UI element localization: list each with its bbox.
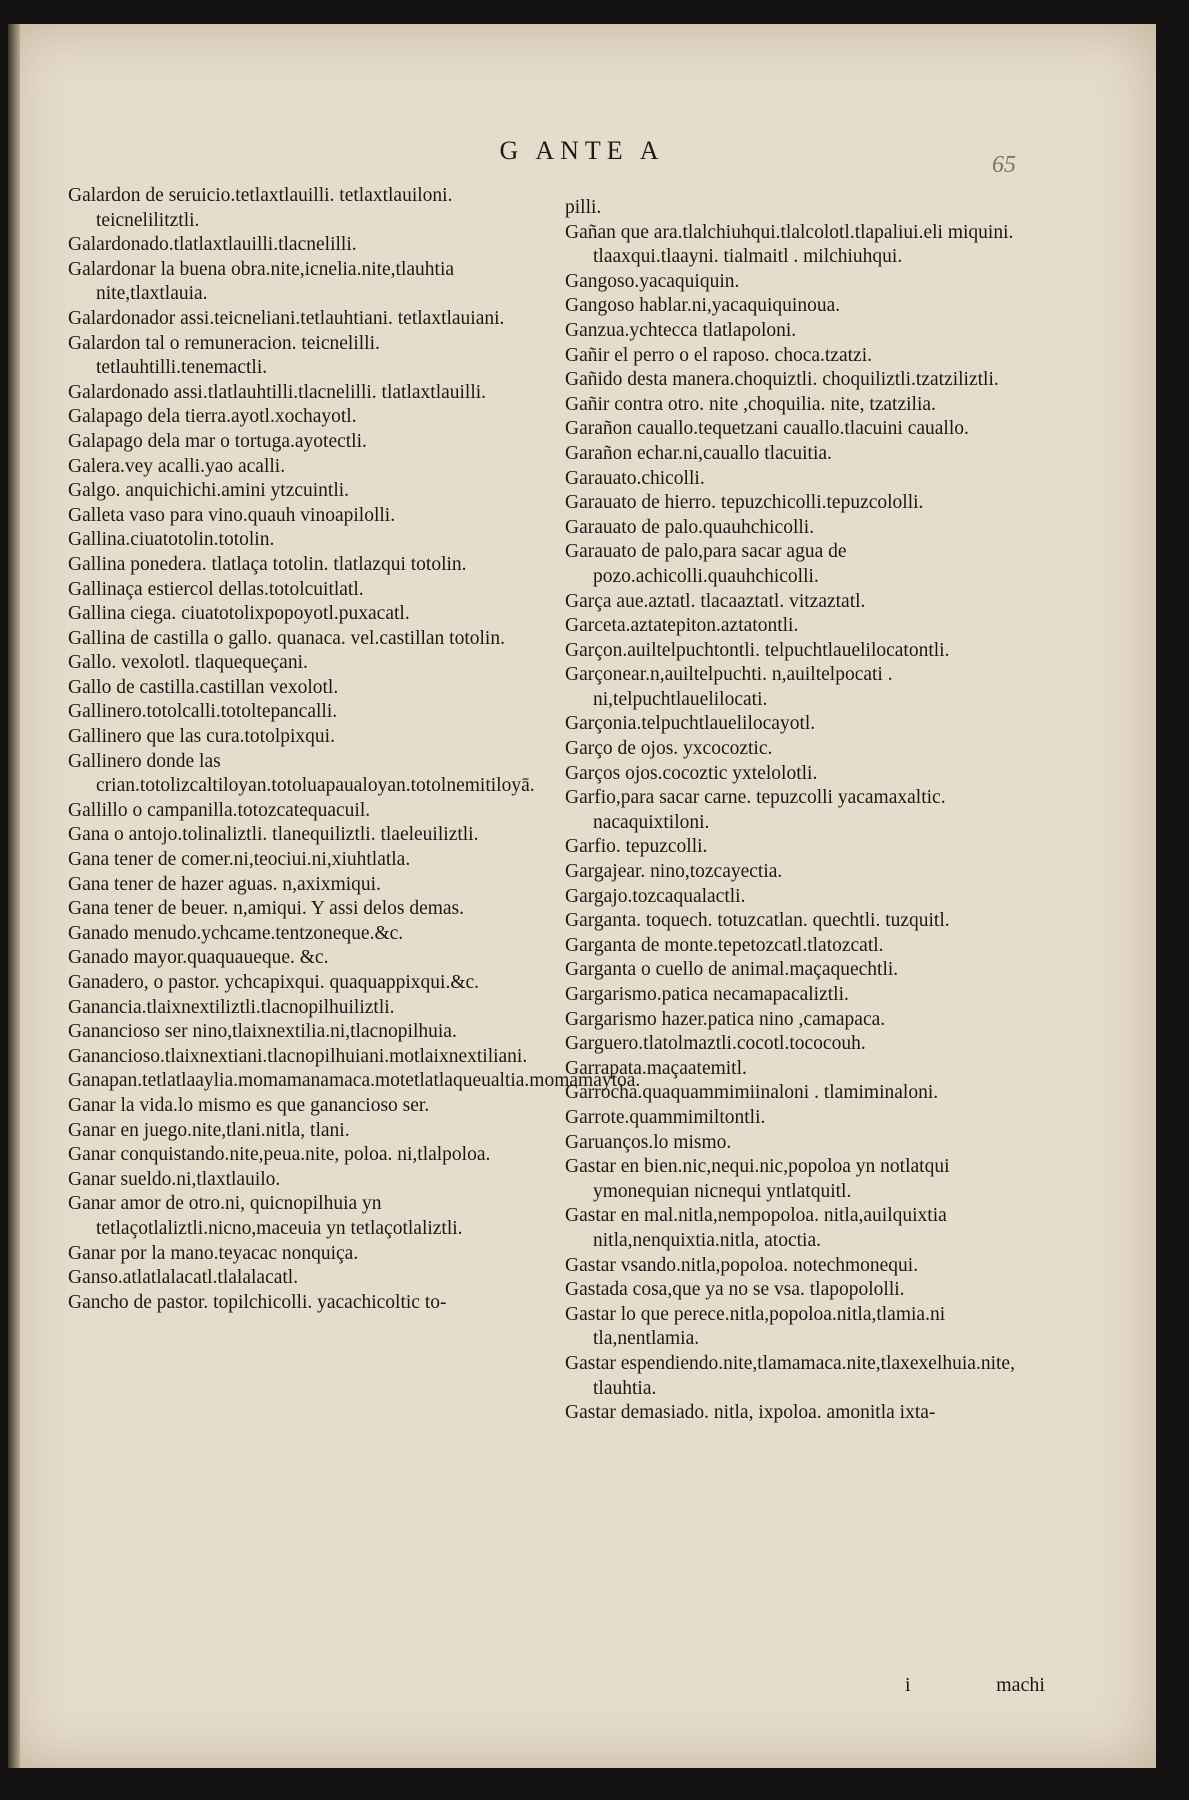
dictionary-entry: Gastar lo que perece.nitla,popoloa.nitla,tlamia.ni tla,nentlamia. xyxy=(565,1303,946,1350)
dictionary-entry: Ganancia.tlaixnextiliztli.tlacnopilhuiliztli. xyxy=(68,996,395,1018)
dictionary-entry: Galapago dela tierra.ayotl.xochayotl. xyxy=(68,406,357,428)
dictionary-entry: Gargajear. nino,tozcayectia. xyxy=(565,861,783,883)
dictionary-entry: Galardonar la buena obra.nite,icnelia.nite,tlauhtia nite,tlaxtlauia. xyxy=(68,258,455,305)
dictionary-entry: Gana tener de hazer aguas. n,axixmiqui. xyxy=(68,873,381,895)
dictionary-entry: pilli. xyxy=(565,197,602,218)
dictionary-entry: Garrapata.maçaatemitl. xyxy=(565,1057,747,1079)
dictionary-entry: Gañir el perro o el raposo. choca.tzatzi. xyxy=(565,344,872,366)
dictionary-entry: Garrocha.quaquammimiinaloni . tlamiminaloni. xyxy=(565,1082,939,1104)
dictionary-entry: Garañon cauallo.tequetzani cauallo.tlacuini cauallo. xyxy=(565,418,969,440)
dictionary-entry: Gana tener de comer.ni,teociui.ni,xiuhtlatla. xyxy=(68,849,411,871)
dictionary-entry: Galardonado assi.tlatlauhtilli.tlacnelilli. tlatlaxtlauilli. xyxy=(68,381,487,403)
dictionary-entry: Gallina ciega. ciuatotolixpopoyotl.puxacatl. xyxy=(68,603,410,625)
dictionary-entry: Garganta de monte.tepetozcatl.tlatozcatl. xyxy=(565,934,884,956)
dictionary-entry: Gana tener de beuer. n,amiqui. Y assi delos demas. xyxy=(68,898,465,920)
dictionary-entry: Garça aue.aztatl. tlacaaztatl. vitzaztatl. xyxy=(565,590,866,612)
dictionary-entry: Galardonador assi.teicneliani.tetlauhtiani. tetlaxtlauiani. xyxy=(68,307,505,329)
catchword: machi xyxy=(996,1674,1045,1696)
dictionary-entry: Galleta vaso para vino.quauh vinoapilolli. xyxy=(68,504,396,526)
dictionary-entry: Ganar por la mano.teyacac nonquiça. xyxy=(68,1242,359,1264)
dictionary-entry: Galera.vey acalli.yao acalli. xyxy=(68,455,286,477)
dictionary-entry: Ganar la vida.lo mismo es que ganancioso ser. xyxy=(68,1094,430,1116)
dictionary-entry: Gangoso.yacaquiquin. xyxy=(565,270,740,292)
dictionary-entry: Gallina ponedera. tlatlaça totolin. tlatlazqui totolin. xyxy=(68,553,467,575)
dictionary-entry: Galapago dela mar o tortuga.ayotectli. xyxy=(68,430,367,452)
dictionary-entry: Ganar conquistando.nite,peua.nite, poloa. ni,tlalpoloa. xyxy=(68,1144,491,1166)
running-head: G ANTE A xyxy=(499,136,665,165)
dictionary-entry: Ganado menudo.ychcame.tentzoneque.&c. xyxy=(68,922,404,944)
dictionary-entry: Gallo. vexolotl. tlaquequeçani. xyxy=(68,652,308,674)
dictionary-entry: Garço de ojos. yxcocoztic. xyxy=(565,738,773,760)
dictionary-entry: Gastar espendiendo.nite,tlamamaca.nite,tlaxexelhuia.nite, tlauhtia. xyxy=(565,1352,1015,1399)
right-column xyxy=(565,196,1045,1426)
dictionary-entry: Garços ojos.cocoztic yxtelolotli. xyxy=(565,762,818,784)
dictionary-entry: Gargarismo hazer.patica nino ,camapaca. xyxy=(565,1008,886,1030)
dictionary-entry: Gallo de castilla.castillan vexolotl. xyxy=(68,676,339,698)
dictionary-entry: Garauato de palo.quauhchicolli. xyxy=(565,516,815,538)
dictionary-entry: Garrote.quammimiltontli. xyxy=(565,1106,766,1128)
dictionary-entry: Gana o antojo.tolinaliztli. tlanequiliztli. tlaeleuiliztli. xyxy=(68,824,479,846)
dictionary-entry: Galardon tal o remuneracion. teicnelilli. tetlauhtilli.tenemactli. xyxy=(68,332,380,379)
dictionary-entry: Garfio. tepuzcolli. xyxy=(565,836,708,858)
dictionary-entry: Ganar en juego.nite,tlani.nitla, tlani. xyxy=(68,1119,350,1141)
dictionary-entry: Ganancioso ser nino,tlaixnextilia.ni,tlacnopilhuia. xyxy=(68,1021,457,1043)
dictionary-entry: Gastar demasiado. nitla, ixpoloa. amonitla ixta- xyxy=(565,1402,936,1424)
signature-mark: i xyxy=(905,1674,911,1696)
dictionary-entry: Gangoso hablar.ni,yacaquiquinoua. xyxy=(565,295,841,317)
dictionary-entry: Ganado mayor.quaquaueque. &c. xyxy=(68,947,329,969)
dictionary-entry: Gastar vsando.nitla,popoloa. notechmonequi. xyxy=(565,1254,919,1276)
book-page xyxy=(8,24,1156,1768)
dictionary-entry: Ganso.atlatlalacatl.tlalalacatl. xyxy=(68,1267,299,1289)
dictionary-entry: Galardon de seruicio.tetlaxtlauilli. tetlaxtlauiloni. teicnelilitztli. xyxy=(68,185,453,231)
dictionary-entry: Gallillo o campanilla.totozcatequacuil. xyxy=(68,799,371,821)
dictionary-entry: Garganta. toquech. totuzcatlan. quechtli. tuzquitl. xyxy=(565,910,950,932)
dictionary-entry: Galardonado.tlatlaxtlauilli.tlacnelilli. xyxy=(68,234,357,256)
dictionary-entry: Gancho de pastor. topilchicolli. yacachicoltic to- xyxy=(68,1291,447,1313)
dictionary-entry: Garauato.chicolli. xyxy=(565,467,705,489)
dictionary-entry: Gallina de castilla o gallo. quanaca. vel.castillan totolin. xyxy=(68,627,505,649)
dictionary-entry: Garçon.auiltelpuchtontli. telpuchtlauelilocatontli. xyxy=(565,639,950,661)
dictionary-entry: Gañido desta manera.choquiztli. choquiliztli.tzatziliztli. xyxy=(565,369,999,391)
dictionary-entry: Galgo. anquichichi.amini ytzcuintli. xyxy=(68,480,350,502)
dictionary-entry: Garguero.tlatolmaztli.cocotl.tococouh. xyxy=(565,1033,866,1055)
dictionary-entry: Gallinero donde las crian.totolizcaltiloyan.totoluapaualoyan.totolnemitiloyā. xyxy=(68,750,535,797)
dictionary-entry: Gastar en bien.nic,nequi.nic,popoloa yn notlatqui ymonequian nicnequi yntlatquitl. xyxy=(565,1156,950,1202)
dictionary-entry: Garganta o cuello de animal.maçaquechtli. xyxy=(565,959,899,981)
dictionary-entry: Gastar en mal.nitla,nempopoloa. nitla,auilquixtia nitla,nenquixtia.nitla, atoctia. xyxy=(565,1205,947,1251)
dictionary-entry: Gallinero.totolcalli.totoltepancalli. xyxy=(68,701,338,723)
dictionary-entry: Garfio,para sacar carne. tepuzcolli yacamaxaltic. nacaquixtiloni. xyxy=(565,787,946,833)
dictionary-entry: Garauato de palo,para sacar agua de pozo.achicolli.quauhchicolli. xyxy=(565,541,847,587)
dictionary-entry: Garçonear.n,auiltelpuchti. n,auiltelpocati . ni,telpuchtlauelilocati. xyxy=(565,664,893,710)
dictionary-entry: Gargajo.tozcaqualactli. xyxy=(565,885,746,907)
dictionary-entry: Garçonia.telpuchtlauelilocayotl. xyxy=(565,713,816,735)
dictionary-entry: Garauato de hierro. tepuzchicolli.tepuzcololli. xyxy=(565,492,924,514)
dictionary-entry: Gallina.ciuatotolin.totolin. xyxy=(68,529,275,551)
dictionary-entry: Garuanços.lo mismo. xyxy=(565,1131,732,1153)
page-spine xyxy=(8,24,20,1768)
folio-number: 65 xyxy=(992,152,1016,178)
dictionary-entry: Ganar amor de otro.ni, quicnopilhuia yn tetlaçotlaliztli.nicno,maceuia yn tetlaçotlaliztli. xyxy=(68,1193,463,1239)
dictionary-entry: Gallinaça estiercol dellas.totolcuitlatl. xyxy=(68,578,364,600)
dictionary-entry: Garceta.aztatepiton.aztatontli. xyxy=(565,615,799,637)
dictionary-entry: Ganar sueldo.ni,tlaxtlauilo. xyxy=(68,1168,281,1190)
dictionary-entry: Gananciosо.tlaixnextiani.tlacnopilhuiani.motlaixnextiliani. xyxy=(68,1045,528,1067)
dictionary-entry: Ganadero, o pastor. ychcapixqui. quaquappixqui.&c. xyxy=(68,972,480,993)
dictionary-entry: Gastada cosa,que ya no se vsa. tlapopololli. xyxy=(565,1279,905,1301)
dictionary-entry: Gallinero que las cura.totolpixqui. xyxy=(68,726,335,748)
dictionary-entry: Ganzua.ychtecca tlatlapoloni. xyxy=(565,319,797,341)
dictionary-entry: Gañir contra otro. nite ,choquilia. nite, tzatzilia. xyxy=(565,393,936,415)
dictionary-entry: Gargarismo.patica necamapacaliztli. xyxy=(565,984,849,1005)
dictionary-entry: Garañon echar.ni,cauallo tlacuitia. xyxy=(565,442,832,464)
dictionary-entry: Gañan que ara.tlalchiuhqui.tlalcolotl.tlapaliui.eli miquini. tlaaxqui.tlaayni. tialmaitl . milchiuhqui. xyxy=(565,221,1014,268)
dictionary-entry: Ganapan.tetlatlaaylia.momamanamaca.motetlatlaqueualtia.momamaytoa. xyxy=(68,1070,641,1092)
